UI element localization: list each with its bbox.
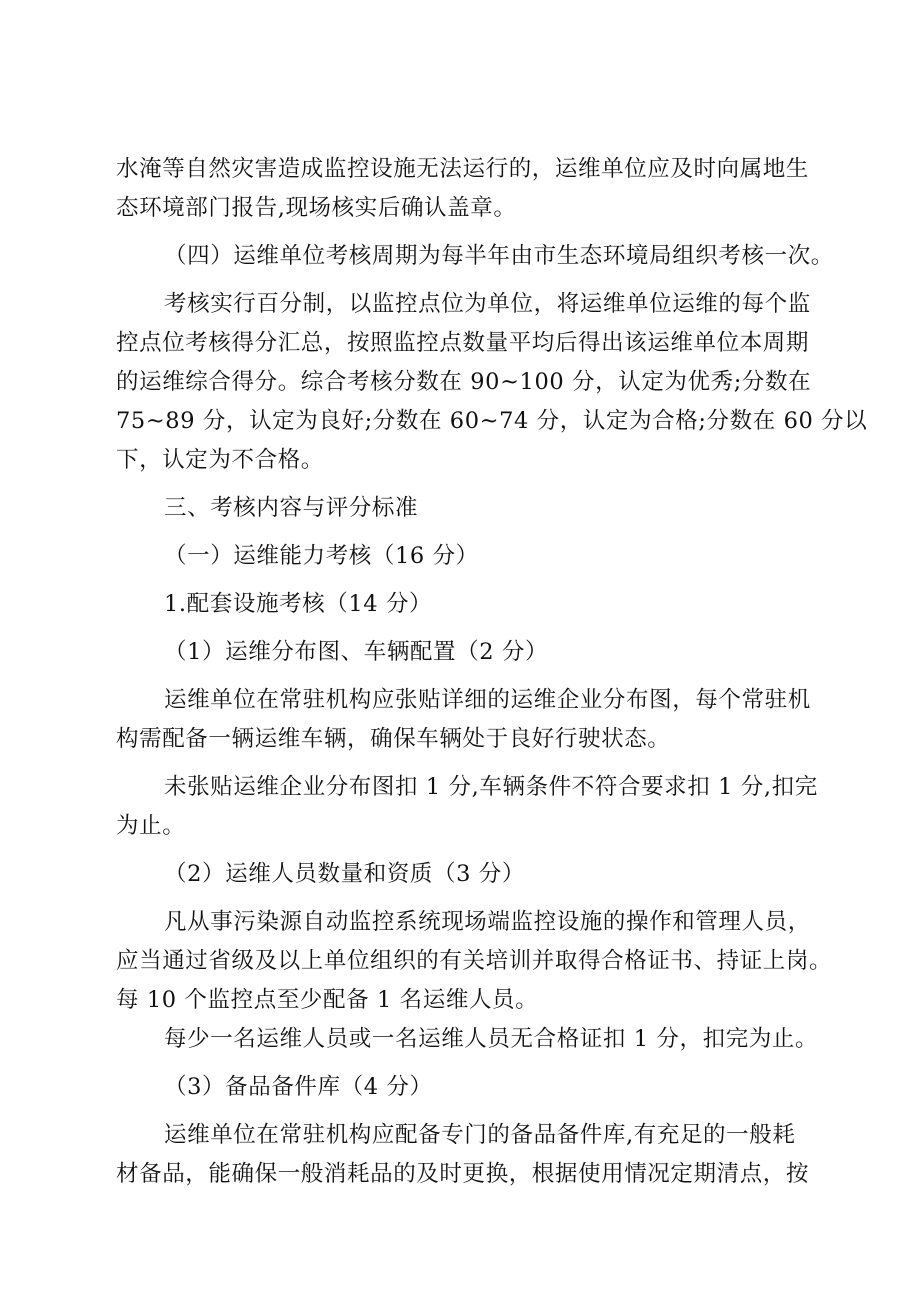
paragraph-distribution-deduction (116, 768, 826, 846)
paragraph-scoring-system (116, 285, 868, 480)
text-line: 考核实行百分制，以监控点位为单位，将运维单位运维的每个监 (164, 291, 811, 317)
item-heading-staff-qualification (116, 855, 826, 894)
item-heading-distribution-vehicles (116, 633, 826, 672)
text-line: 每少一名运维人员或一名运维人员无合格证扣 1 分，扣完为止。 (164, 1026, 819, 1052)
paragraph-distribution-requirement (116, 681, 826, 759)
section-heading-assessment-content (116, 489, 826, 528)
item-heading-spare-parts (116, 1068, 826, 1107)
text-line: （四）运维单位考核周期为每半年由市生态环境局组织考核一次。 (164, 243, 834, 269)
text-line: 1.配套设施考核（14 分） (164, 591, 433, 617)
text-line: 下，认定为不合格。 (116, 447, 324, 473)
text-line: 水淹等自然灾害造成监控设施无法运行的，运维单位应及时向属地生 (116, 156, 810, 182)
text-line: 运维单位在常驻机构应配备专门的备品备件库,有充足的一般耗 (164, 1122, 796, 1148)
text-line: 控点位考核得分汇总，按照监控点数量平均后得出该运维单位本周期 (116, 330, 810, 356)
text-line: （一）运维能力考核（16 分） (164, 543, 479, 569)
subheading-operation-capability (116, 537, 826, 576)
text-line: 未张贴运维企业分布图扣 1 分,车辆条件不符合要求扣 1 分,扣完 (164, 774, 818, 800)
paragraph-staff-deduction (116, 1020, 826, 1059)
text-line: （3）备品备件库（4 分） (164, 1074, 433, 1100)
text-line: 三、考核内容与评分标准 (164, 495, 419, 521)
text-line: 态环境部门报告,现场核实后确认盖章。 (116, 195, 517, 221)
paragraph-spare-parts-requirement (116, 1116, 826, 1194)
text-line: 每 10 个监控点至少配备 1 名运维人员。 (116, 987, 539, 1013)
text-line: 凡从事污染源自动监控系统现场端监控设施的操作和管理人员， (164, 909, 811, 935)
text-line: 运维单位在常驻机构应张贴详细的运维企业分布图，每个常驻机 (164, 687, 811, 713)
text-line: 75~89 分，认定为良好;分数在 60~74 分，认定为合格;分数在 60 分以 (116, 408, 868, 434)
text-line: 的运维综合得分。综合考核分数在 90~100 分，认定为优秀;分数在 (116, 369, 812, 395)
paragraph-staff-requirement (116, 903, 833, 1020)
subheading-supporting-facilities (116, 585, 826, 624)
text-line: 为止。 (116, 813, 186, 839)
text-line: 构需配备一辆运维车辆，确保车辆处于良好行驶状态。 (116, 726, 671, 752)
text-line: （1）运维分布图、车辆配置（2 分） (164, 639, 549, 665)
paragraph-assessment-cycle (116, 237, 834, 276)
paragraph-disaster-report (116, 150, 826, 228)
text-line: 应当通过省级及以上单位组织的有关培训并取得合格证书、持证上岗。 (116, 948, 833, 974)
document-body (116, 150, 868, 1194)
text-line: （2）运维人员数量和资质（3 分） (164, 861, 525, 887)
text-line: 材备品，能确保一般消耗品的及时更换，根据使用情况定期清点，按 (116, 1161, 810, 1187)
